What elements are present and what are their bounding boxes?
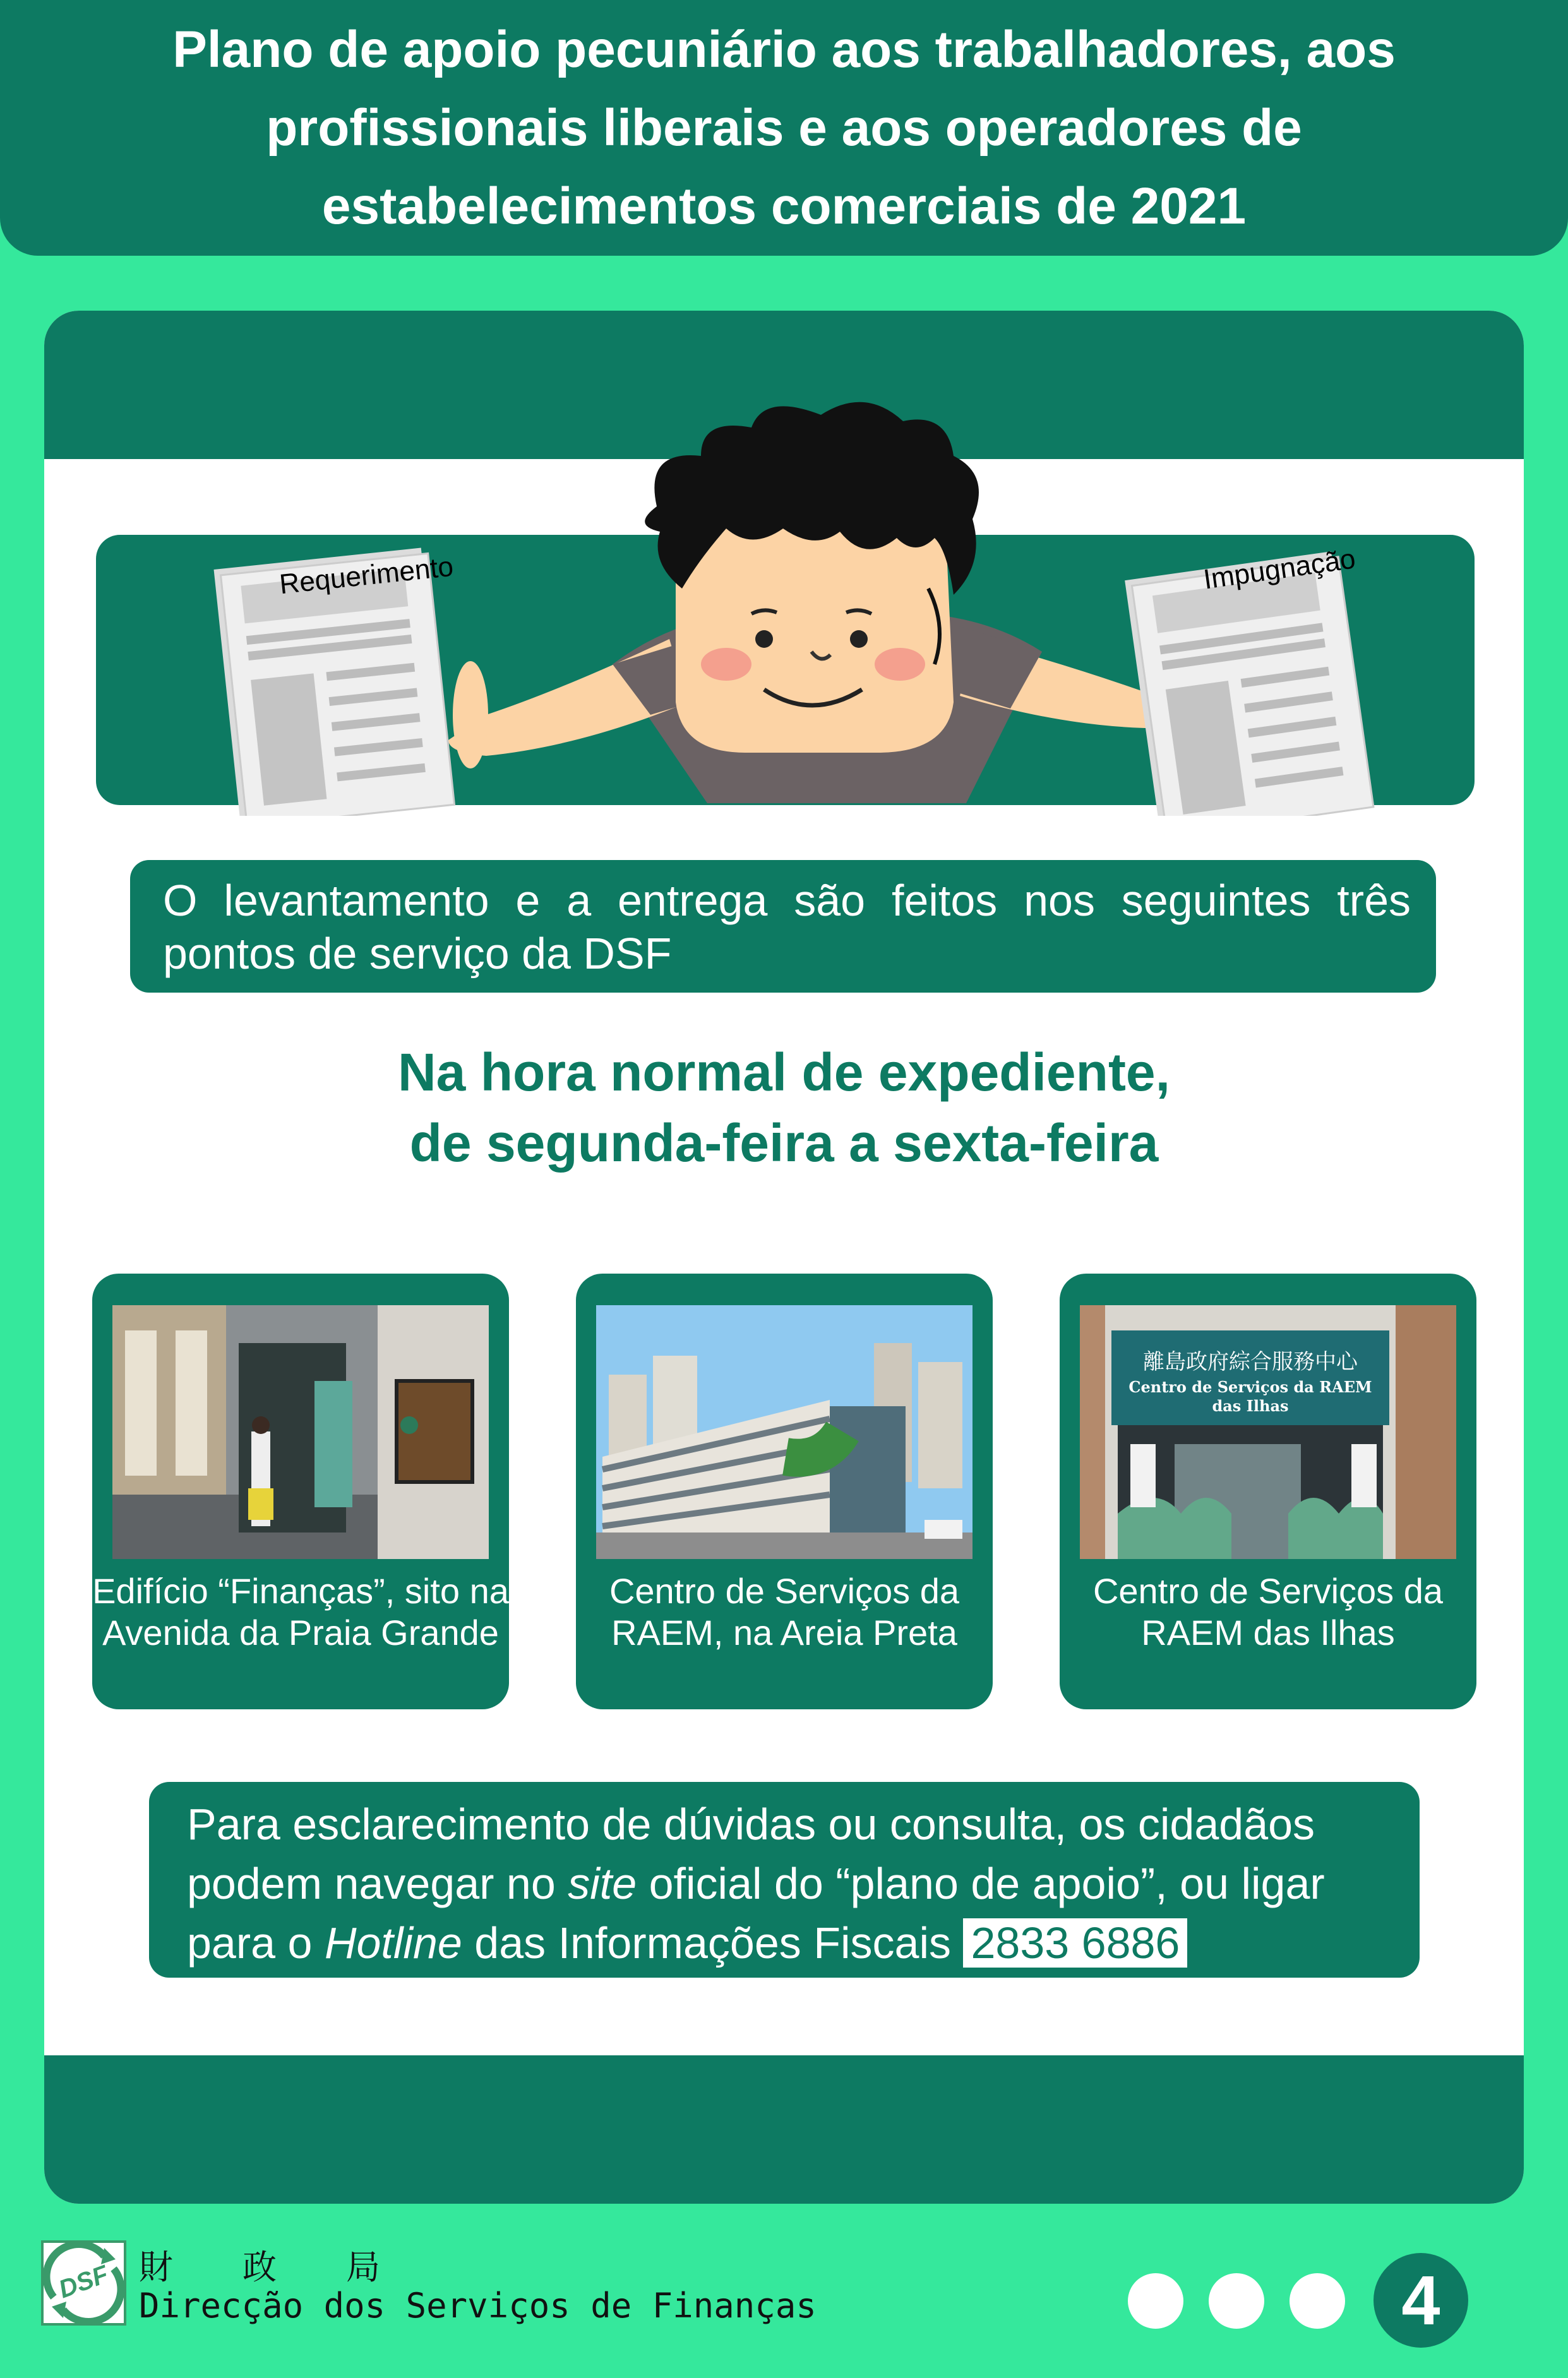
location-caption: Edifício “Finanças”, sito na Avenida da Praia Grande xyxy=(92,1571,509,1652)
photo-ilhas-service-centre xyxy=(1080,1305,1456,1559)
service-points-info: O levantamento e a entrega são feitos nos seguintes três pontos de serviço da DSF xyxy=(130,860,1436,993)
location-card-ilhas xyxy=(1060,1274,1476,1709)
document-right-label: Impugnação xyxy=(1201,543,1358,595)
location-card-financas xyxy=(92,1274,509,1709)
contact-text-1: Para esclarecimento de dúvidas ou consulta, os cidadãos podem navegar no xyxy=(187,1800,1315,1908)
current-page-indicator[interactable]: 4 xyxy=(1373,2253,1468,2348)
panel-bottom-band xyxy=(44,2055,1524,2204)
office-hours xyxy=(44,1037,1524,1178)
org-name-chinese: 財政局 xyxy=(139,2247,450,2287)
contact-hotline-word: Hotline xyxy=(324,1918,462,1968)
main-panel xyxy=(44,311,1524,2204)
sign-portuguese-line2: das Ilhas xyxy=(1212,1397,1289,1415)
photo-areia-preta-building xyxy=(596,1305,973,1559)
sign-portuguese-line1: Centro de Serviços da RAEM xyxy=(1128,1378,1372,1396)
location-card-areia-preta xyxy=(576,1274,993,1709)
contact-text-3: das Informações Fiscais xyxy=(462,1918,964,1968)
page-title: Plano de apoio pecuniário aos trabalhadores, aos profissionais liberais e aos operadores de estabelecimentos comerciais de 2021 xyxy=(172,20,1396,235)
hotline-number[interactable]: 2833 6886 xyxy=(963,1918,1187,1968)
photo-financas-building xyxy=(112,1305,489,1559)
page-dot-2[interactable] xyxy=(1209,2273,1264,2329)
dsf-logo-text: DSF xyxy=(55,2260,112,2304)
sign-chinese: 離島政府綜合服務中心 xyxy=(1143,1349,1358,1375)
office-hours-line2: de segunda-feira a sexta-feira xyxy=(409,1113,1159,1173)
dsf-logo xyxy=(41,2240,126,2326)
document-right-icon xyxy=(1125,551,1373,816)
page-dot-1[interactable] xyxy=(1128,2273,1183,2329)
contact-info xyxy=(149,1782,1420,1978)
org-name-portuguese: Direcção dos Serviços de Finanças xyxy=(139,2286,817,2326)
location-caption: Centro de Serviços da RAEM, na Areia Preta xyxy=(609,1571,960,1652)
page-dot-3[interactable] xyxy=(1290,2273,1345,2329)
office-hours-line1: Na hora normal de expediente, xyxy=(397,1043,1170,1102)
header-banner xyxy=(0,0,1568,256)
location-caption: Centro de Serviços da RAEM das Ilhas xyxy=(1092,1571,1444,1652)
contact-site-word: site xyxy=(568,1859,637,1908)
document-left-label: Requerimento xyxy=(278,551,455,600)
contact-text-2: oficial do “plano de apoio”, ou ligar para o xyxy=(187,1859,1325,1968)
